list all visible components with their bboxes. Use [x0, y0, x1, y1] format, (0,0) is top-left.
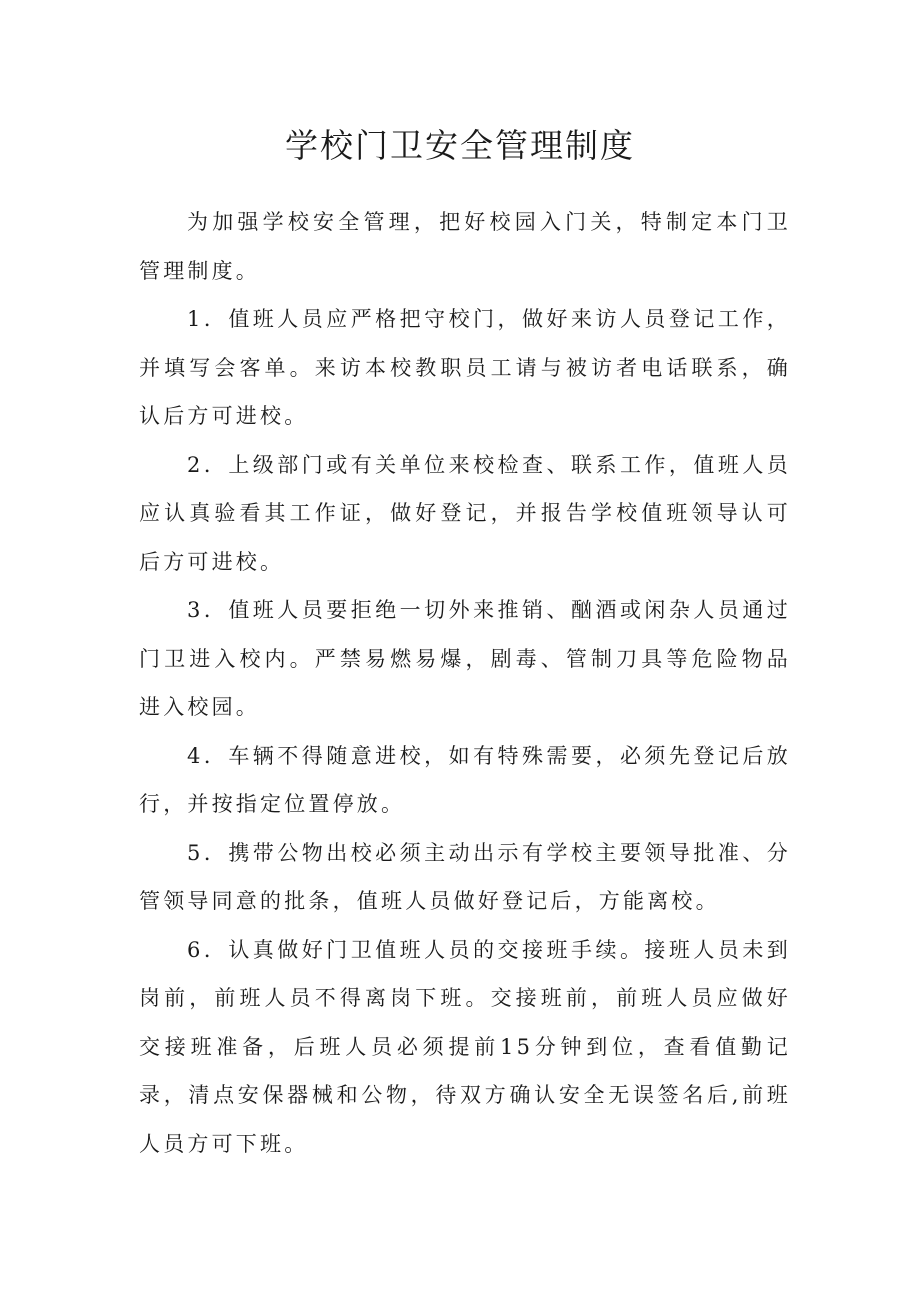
intro-paragraph: 为加强学校安全管理，把好校园入门关，特制定本门卫管理制度。	[139, 210, 791, 283]
document-body	[139, 198, 791, 1168]
rule-6-paragraph: 6．认真做好门卫值班人员的交接班手续。接班人员未到岗前，前班人员不得离岗下班。交接班前，前班人员应做好交接班准备，后班人员必须提前15分钟到位，查看值勤记录，清点安保器械和公物，待双方确认安全无误签名后,前班人员方可下班。	[139, 937, 791, 1156]
rule-4-paragraph: 4．车辆不得随意进校，如有特殊需要，必须先登记后放行，并按指定位置停放。	[139, 743, 791, 816]
rule-3-paragraph: 3．值班人员要拒绝一切外来推销、酗酒或闲杂人员通过门卫进入校内。严禁易燃易爆，剧毒、管制刀具等危险物品进入校园。	[139, 598, 791, 719]
rule-5-paragraph: 5．携带公物出校必须主动出示有学校主要领导批准、分管领导同意的批条，值班人员做好登记后，方能离校。	[139, 840, 791, 913]
rule-2-paragraph: 2．上级部门或有关单位来校检查、联系工作，值班人员应认真验看其工作证，做好登记，并报告学校值班领导认可后方可进校。	[139, 452, 791, 574]
document-title: 学校门卫安全管理制度	[285, 126, 635, 165]
rule-1-paragraph: 1．值班人员应严格把守校门，做好来访人员登记工作，并填写会客单。来访本校教职员工请与被访者电话联系，确认后方可进校。	[139, 307, 791, 428]
